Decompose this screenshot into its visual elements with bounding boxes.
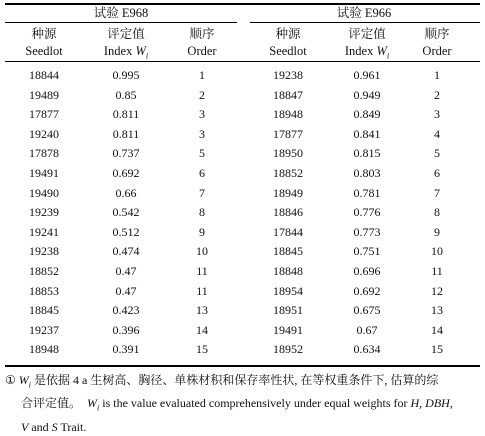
footnote-cn-text-2: 合评定值。 (21, 396, 82, 411)
order-cell: 9 (199, 224, 205, 239)
index-cell: 0.391 (112, 342, 140, 357)
index-cell-2: 0.751 (353, 244, 381, 259)
order-cell: 14 (196, 322, 208, 337)
seedlot-cell: 19490 (29, 185, 59, 200)
index-cell-2: 0.675 (353, 303, 381, 318)
index-cell: 0.737 (112, 146, 140, 161)
col-header-order-cn-2: 顺序 (424, 27, 450, 41)
group-title-e968: 试验 E968 (93, 6, 149, 20)
footnote-var-w: W (18, 373, 29, 387)
footnote-en-text: is the value evaluated comprehensively under equal weights for (99, 396, 411, 411)
order-cell-2: 11 (431, 264, 443, 278)
order-cell-2: 10 (431, 244, 443, 259)
order-cell: 5 (199, 146, 205, 161)
col-header-index-cn-2: 评定值 (348, 27, 386, 41)
index-cell-2: 0.841 (353, 126, 381, 141)
order-cell: 2 (199, 87, 205, 102)
seedlot-cell-2: 18952 (273, 342, 303, 357)
col-header-seedlot-cn-2: 种源 (275, 27, 301, 41)
footnote: ① $W_i$ 是依据 4 a 生树高、胸径、单株材积和保存率性状, 在等权重条件下, 估算的综 合评定值。 $W_i$ is the value evaluated comprehensively under equal weights for H, DBH, V and S Trait. (5, 373, 453, 434)
index-cell: 0.396 (112, 322, 140, 337)
seedlot-cell: 18948 (29, 342, 59, 357)
seedlot-cell: 18844 (29, 68, 59, 82)
order-cell: 13 (196, 303, 208, 318)
index-cell-2: 0.776 (353, 205, 381, 220)
index-cell-2: 0.67 (356, 322, 378, 337)
order-cell-2: 7 (434, 185, 440, 200)
seedlot-cell-2: 18845 (273, 244, 303, 259)
order-cell-2: 5 (434, 146, 440, 161)
index-cell: 0.512 (112, 224, 140, 239)
footnote-var-h: H (410, 396, 420, 411)
index-cell: 0.542 (112, 205, 140, 220)
index-cell-2: 0.692 (353, 283, 381, 298)
index-cell-2: 0.961 (353, 68, 381, 82)
seedlot-cell: 17877 (29, 107, 59, 122)
seedlot-cell-2: 18848 (273, 264, 303, 278)
index-cell: 0.474 (112, 244, 140, 259)
col-header-order-en: Order (187, 44, 217, 58)
order-cell: 11 (196, 283, 208, 298)
seedlot-cell-2: 18847 (273, 87, 303, 102)
index-cell: 0.47 (115, 264, 137, 278)
table-top-rule (5, 3, 480, 5)
order-cell-2: 8 (434, 205, 440, 220)
order-cell: 3 (199, 126, 205, 141)
seedlot-cell: 18853 (29, 283, 59, 298)
table-bottom-rule (5, 365, 480, 367)
group-underline-e968 (5, 22, 237, 23)
col-header-seedlot-cn: 种源 (31, 27, 57, 41)
footnote-var-dbh: DBH (425, 396, 450, 411)
index-cell: 0.811 (112, 126, 140, 141)
index-cell: 0.85 (115, 87, 137, 102)
footnote-marker: ① (5, 373, 16, 387)
index-cell-2: 0.634 (353, 342, 381, 357)
group-title-e966: 试验 E966 (336, 6, 392, 20)
order-cell-2: 6 (434, 166, 440, 180)
seedlot-cell: 18852 (29, 264, 59, 278)
footnote-var-s: S (51, 419, 58, 434)
col-header-index-cn: 评定值 (107, 27, 145, 41)
index-cell-2: 0.949 (353, 87, 381, 102)
order-cell: 3 (199, 107, 205, 122)
seedlot-cell-2: 19238 (273, 68, 303, 82)
order-cell: 1 (199, 68, 205, 82)
order-cell-2: 1 (434, 68, 440, 82)
index-cell: 0.47 (115, 283, 137, 298)
seedlot-cell-2: 18951 (273, 303, 303, 318)
seedlot-cell: 19238 (29, 244, 59, 259)
col-header-order-en-2: Order (422, 44, 452, 58)
index-cell-2: 0.803 (353, 166, 381, 180)
order-cell: 15 (196, 342, 208, 357)
index-cell: 0.692 (112, 166, 140, 180)
seedlot-cell: 19241 (29, 224, 59, 239)
order-cell: 11 (196, 264, 208, 278)
seedlot-cell-2: 18949 (273, 185, 303, 200)
order-cell: 10 (196, 244, 208, 259)
order-cell: 7 (199, 185, 205, 200)
index-cell: 0.995 (112, 68, 140, 82)
seedlot-cell-2: 18852 (273, 166, 303, 180)
col-header-seedlot-en-2: Seedlot (269, 44, 307, 58)
order-cell-2: 3 (434, 107, 440, 122)
order-cell-2: 14 (431, 322, 443, 337)
footnote-var-w-en: W (87, 396, 98, 411)
col-header-index-en: Index $W_i$ (103, 44, 149, 61)
seedlot-cell: 19491 (29, 166, 59, 180)
seedlot-cell: 19489 (29, 87, 59, 102)
index-cell-2: 0.696 (353, 264, 381, 278)
seedlot-cell: 19239 (29, 205, 59, 220)
seedlot-cell-2: 17844 (273, 224, 303, 239)
order-cell-2: 4 (434, 126, 440, 141)
col-header-seedlot-en: Seedlot (25, 44, 63, 58)
seedlot-cell-2: 18950 (273, 146, 303, 161)
index-cell: 0.66 (115, 185, 137, 200)
footnote-var-v: V (21, 419, 29, 434)
footnote-cn-text: 是依据 4 a 生树高、胸径、单株材积和保存率性状, 在等权重条件下, 估算的综 (31, 373, 439, 387)
seedlot-cell: 19237 (29, 322, 59, 337)
seedlot-cell: 18845 (29, 303, 59, 318)
seedlot-cell-2: 18846 (273, 205, 303, 220)
order-cell-2: 15 (431, 342, 443, 357)
order-cell-2: 2 (434, 87, 440, 102)
col-header-order-cn: 顺序 (189, 27, 215, 41)
order-cell: 8 (199, 205, 205, 220)
index-cell-2: 0.781 (353, 185, 381, 200)
seedlot-cell: 19240 (29, 126, 59, 141)
col-header-index-en-2: Index $W_i$ (344, 44, 390, 61)
order-cell-2: 12 (431, 283, 443, 298)
index-cell-2: 0.849 (353, 107, 381, 122)
index-cell-2: 0.815 (353, 146, 381, 161)
seedlot-cell: 17878 (29, 146, 59, 161)
seedlot-cell-2: 19491 (273, 322, 303, 337)
group-underline-e966 (250, 22, 480, 23)
seedlot-cell-2: 18954 (273, 283, 303, 298)
seedlot-cell-2: 17877 (273, 126, 303, 141)
index-cell: 0.811 (112, 107, 140, 122)
order-cell: 6 (199, 166, 205, 180)
index-cell: 0.423 (112, 303, 140, 318)
order-cell-2: 9 (434, 224, 440, 239)
seedlot-cell-2: 18948 (273, 107, 303, 122)
order-cell-2: 13 (431, 303, 443, 318)
index-cell-2: 0.773 (353, 224, 381, 239)
header-bottom-rule (5, 61, 480, 62)
